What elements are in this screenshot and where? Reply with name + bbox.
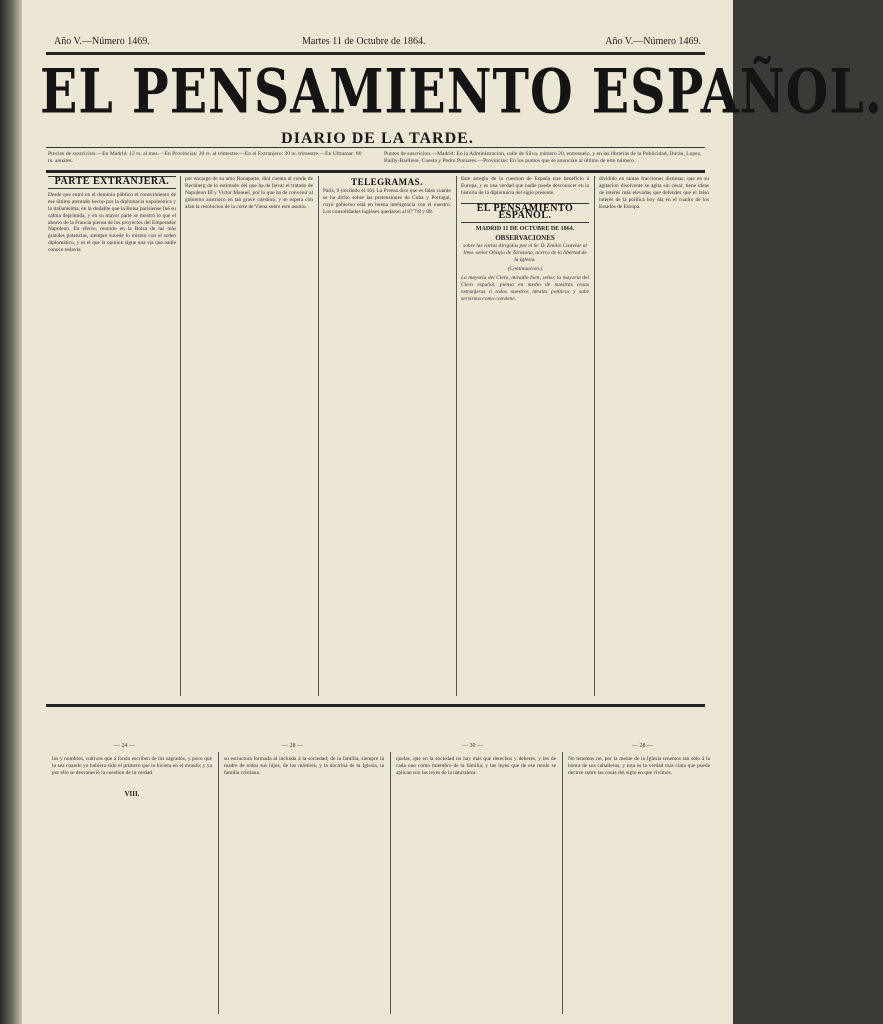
column-4-intro: Este arreglo de la cuestion de España trae beneficio á Europa, y es una verdad que nadie puede desconocer en la historia de la diplomacia del siglo presente. [461, 176, 589, 196]
article-continuation: (Continuacion.) [507, 266, 543, 273]
serial-column-2 [224, 756, 384, 1016]
dateline-bar [52, 30, 703, 52]
issue-number-right: Año V.—Número 1469. [605, 36, 701, 47]
issue-number-left: Año V.—Número 1469. [54, 36, 150, 47]
folio-number: — 28 — [632, 743, 653, 749]
article-title: OBSERVACIONES [495, 234, 555, 243]
serial-text: quelas, que en la sociedad no hay más que derechos y deberes, y los de cada uno como miembro de la familia; y las leyes que de ese modo se aplican son las leyes de la naturaleza. [396, 756, 556, 776]
folio-number: — 30 — [462, 743, 483, 749]
column-divider [562, 752, 563, 1014]
column-divider [218, 752, 219, 1014]
column-1 [48, 176, 176, 696]
serial-column-1 [52, 756, 212, 1016]
serial-column-3 [396, 756, 556, 1016]
column-divider [594, 176, 595, 696]
folletin-divider [46, 704, 705, 707]
column-5-text: dividido en tantas fracciones distintas, que en su agitacion disolvente se agita sin cesar, tiene ideas de interés más elevadas que defender que el falso interés de la política hoy día en el cuadro de los Estados de Europa. [599, 176, 709, 210]
column-divider [390, 752, 391, 1014]
folio-number: — 28 — [282, 743, 303, 749]
terms-bottom-rule [46, 170, 705, 173]
chapter-mark: VIII. [124, 789, 140, 798]
column-3 [323, 176, 451, 696]
section-heading-editorial: EL PENSAMIENTO ESPAÑOL. [461, 203, 589, 223]
column-4 [461, 176, 589, 696]
serial-text: los y nombres, cultivos que á fondo escriben de los sagrados, y poco que lo sea cuando yo hubiera sido el primero que lo hiciera en el mundo; y ya por ello se desvaneció la cuestion de la verdad. [52, 756, 212, 776]
column-1-text: Desde que entró en el dominio público el conocimiento de ese último atentado hecho por la diplomacia napoleónica y la italianísima, en la dudable que la Bolsa parisiense fué su calma deprimida, y en su mayor parte se mostró lo que el ahorro de la Francia piensa de los proyectos del Emperador Napoleon. En efecto, reunido en la Bolsa de las más grandes potencias, siempre sucede lo mismo con el orden diplomático, y es el que la opinion sigue una vía que nadie conoce todavía. [48, 191, 176, 254]
book-binding [0, 0, 22, 1024]
column-2 [185, 176, 313, 696]
section-heading-telegrams: TELEGRAMAS. [351, 177, 423, 187]
subscription-prices: Precios de suscricion.—En Madrid: 12 rs. al mes.—En Provincias: 20 rs. al trimestre.—En el Extranjero: 30 rs. trimestre.—En Ultramar: 80 rs. anuales. [48, 151, 362, 164]
serial-column-4 [568, 756, 710, 1016]
column-3-text: París, 9 (recibido el 10). La Prensa dice que es falso cuanto se ha dicho sobre las pretensiones de Cuba y Portugal, cuyo gobierno está en buena inteligencia con el nuestro. Los consolidados ingleses quedaron al 87 7/8 y 88. [323, 188, 451, 215]
article-subtitle: sobre las cartas dirigidas por el Sr. D. Emilio Castelar al Ilmo. señor Obispo de Tarazona, acerca de la libertad de la Iglesia. [463, 243, 587, 264]
column-divider [318, 176, 319, 696]
subscription-points: Puntos de suscricion.—Madrid: En la Administracion, calle de Silva, número 20, entresuelo, y en las librerías de la Publicidad, Durán, Lopez, Bailly-Bailliere, Cuesta y Pedro Pumares.—Provincias: En los puntos que se anuncian al último de este número. [384, 151, 702, 164]
newspaper-page [22, 0, 883, 1024]
column-5 [599, 176, 709, 696]
column-2-text: por encargo de su amo Bonaparte, dirá cuenta al conde de Rechberg de lo estimado del que ha de llevar el tratado de Napoleon III y Víctor Manuel, por lo que ha de convenir al gobierno austríaco en tan grave cuestion, y se espera con afan la resolucion de la corte de Viena sobre este asunto. [185, 176, 313, 210]
column-divider [180, 176, 181, 696]
terms-top-rule [46, 147, 705, 148]
column-divider [456, 176, 457, 696]
editorial-date: MADRID 11 DE OCTUBRE DE 1864. [475, 225, 575, 232]
column-4-text: La mayoría del Clero, miradlo bien, señor, la mayoría del Clero español, piensa en medio de nuestras cosas extranjeras á todos nuestros ideales políticos y sabe servirnos como conviene. [461, 274, 589, 302]
serial-text: No tenemos no, por la mente de la Iglesia tenemos tan sólo á la honra de sus caballeros, y esta es la verdad más clara que puede decirse sobre las cosas del siglo en que vivimos. [568, 756, 710, 776]
serial-text: su estructura formada al incluida á la sociedad; de la familia, siempre la madre de todos sus hijos, de los mártires, y la doctrina de la Iglesia, la familia cristiana. [224, 756, 384, 776]
folio-number: — 24 — [114, 743, 135, 749]
masthead-subtitle: DIARIO DE LA TARDE. [281, 130, 474, 147]
issue-date: Martes 11 de Octubre de 1864. [302, 36, 426, 47]
section-heading-foreign: PARTE EXTRANJERA. [48, 176, 176, 189]
masthead-title: EL PENSAMIENTO ESPAÑOL. [40, 55, 883, 128]
